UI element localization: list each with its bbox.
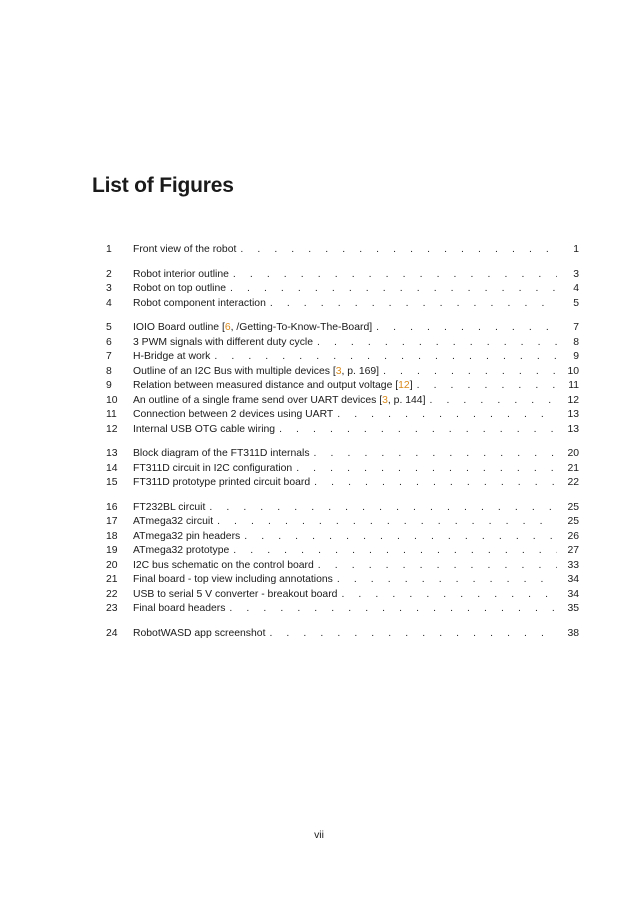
figure-group [106,321,579,437]
figure-title[interactable] [133,515,217,530]
dot-leader [244,530,557,545]
figure-entry-body [133,379,579,394]
figure-caption: 3 PWM signals with different duty cycle [133,336,313,348]
figure-entry-body [133,588,579,603]
figure-number: 21 [106,574,118,585]
figure-caption: Robot component interaction [133,297,266,309]
figure-page-number[interactable]: 8 [573,336,579,348]
figure-title[interactable] [133,530,244,545]
figure-number: 17 [106,516,118,527]
figure-page-number[interactable]: 1 [573,244,579,255]
figure-caption: Block diagram of the FT311D internals [133,448,310,459]
figure-entry[interactable] [106,394,579,409]
figure-entry[interactable] [106,476,579,491]
figure-title[interactable] [133,297,270,312]
figure-caption: FT311D circuit in I2C configuration [133,462,293,474]
figure-entry[interactable] [106,336,579,351]
figure-entry-body [133,476,579,491]
figure-entry[interactable] [106,501,579,516]
figure-page-number[interactable]: 4 [573,283,579,294]
figure-entry-body [133,559,579,574]
figure-entry-body [133,515,579,530]
figure-page-number[interactable]: 25 [567,516,579,527]
figure-caption: ATmega32 prototype [133,545,230,556]
figure-title[interactable] [133,321,376,336]
dot-leader [240,243,557,258]
figure-caption: USB to serial 5 V converter - breakout board [133,588,338,600]
figure-page-number[interactable]: 21 [567,462,579,474]
figure-number: 18 [106,530,118,542]
figure-number: 8 [106,365,112,377]
dot-leader [341,588,557,603]
figure-number: 3 [106,283,112,294]
page-number: vii [314,830,324,841]
figure-title[interactable] [133,588,341,603]
figure-number: 10 [106,394,118,406]
citation-link[interactable]: 3 [382,394,388,406]
figure-group [106,627,579,642]
figure-entry-body [133,602,579,617]
figure-entry-body [133,501,579,516]
figure-entry[interactable] [106,408,579,423]
figure-page-number[interactable]: 34 [567,574,579,585]
figure-number: 20 [106,559,118,571]
figure-page-number[interactable]: 13 [567,423,579,435]
dot-leader [230,282,557,297]
dot-leader [217,515,557,530]
figure-entry[interactable] [106,365,579,380]
figure-page-number[interactable]: 5 [573,297,579,309]
figure-page-number[interactable]: 13 [567,409,579,420]
figure-title[interactable] [133,379,417,394]
figure-page-number[interactable]: 35 [567,603,579,614]
citation-detail: , p. 144] [387,394,426,406]
figure-number: 23 [106,603,118,614]
figure-entry-body [133,365,579,380]
dot-leader [318,559,557,574]
figure-number: 19 [106,545,118,556]
figure-number: 5 [106,322,112,333]
dot-leader [314,447,557,462]
figure-entry[interactable] [106,627,579,642]
figure-entry[interactable] [106,243,579,258]
figure-number: 2 [106,268,112,280]
figure-entry-body [133,544,579,559]
figure-entry-body [133,423,579,438]
figure-title[interactable] [133,627,269,642]
figure-title[interactable] [133,501,209,516]
dot-leader [429,394,557,409]
figure-number: 7 [106,351,112,362]
citation-detail: , /Getting-To-Know-The-Board] [230,322,373,333]
figure-number: 22 [106,588,118,600]
figure-caption: Final board - top view including annotations [133,574,333,585]
figure-entry[interactable] [106,447,579,462]
figure-entry[interactable] [106,573,579,588]
figure-entry-body [133,336,579,351]
figure-title[interactable] [133,573,337,588]
figure-caption: Connection between 2 devices using UART [133,409,334,420]
figure-group [106,447,579,491]
figure-entry-body [133,408,579,423]
figure-entry-body [133,530,579,545]
figure-title[interactable] [133,476,314,491]
figure-entry-body [133,297,579,312]
figure-title[interactable] [133,336,317,351]
figure-title[interactable] [133,350,214,365]
dot-leader [233,268,557,283]
figure-page-number[interactable]: 34 [567,588,579,600]
figure-entry[interactable] [106,544,579,559]
figure-entry-body [133,627,579,642]
figure-entry[interactable] [106,268,579,283]
figure-caption: An outline of a single frame send over UART devices [ [133,394,383,406]
figure-title[interactable] [133,268,233,283]
figure-entry[interactable] [106,515,579,530]
figure-page-number[interactable]: 3 [573,268,579,280]
figure-group [106,243,579,258]
figure-caption: IOIO Board outline [ [133,322,225,333]
figure-entry[interactable] [106,321,579,336]
figure-caption: FT232BL circuit [133,501,206,513]
figure-number: 15 [106,477,118,488]
dot-leader [214,350,557,365]
figure-entry[interactable] [106,588,579,603]
figure-group [106,501,579,617]
dot-leader [383,365,557,380]
figure-page-number[interactable]: 20 [567,448,579,459]
figure-entry[interactable] [106,379,579,394]
figure-entry-body [133,573,579,588]
figure-title[interactable] [133,408,337,423]
figure-title[interactable] [133,394,429,409]
figure-title[interactable] [133,243,240,258]
dot-leader [417,379,557,394]
figure-number: 13 [106,448,118,459]
figure-page-number[interactable]: 33 [567,559,579,571]
list-of-figures [106,243,579,651]
citation-link[interactable]: 3 [335,365,342,377]
figure-caption: Relation between measured distance and output voltage [ [133,380,399,391]
figure-number: 1 [106,244,112,255]
figure-title[interactable] [133,365,383,380]
page-title: List of Figures [92,174,234,197]
figure-number: 14 [106,462,118,474]
figure-caption: RobotWASD app screenshot [133,627,266,639]
dot-leader [233,544,557,559]
dot-leader [296,462,557,477]
dot-leader [317,336,557,351]
figure-caption: ATmega32 circuit [133,516,214,527]
figure-group [106,268,579,312]
figure-entry-body [133,268,579,283]
figure-page-number[interactable]: 26 [567,530,579,542]
figure-entry[interactable] [106,462,579,477]
figure-title[interactable] [133,462,296,477]
figure-number: 16 [106,501,118,513]
figure-entry-body [133,282,579,297]
dot-leader [269,627,557,642]
figure-title[interactable] [133,602,229,617]
figure-title[interactable] [133,282,230,297]
figure-page-number[interactable]: 7 [573,322,579,333]
figure-entry-body [133,447,579,462]
figure-number: 4 [106,297,112,309]
figure-entry[interactable] [106,282,579,297]
figure-entry[interactable] [106,559,579,574]
dot-leader [337,408,557,423]
figure-caption: Robot interior outline [133,268,229,280]
figure-number: 11 [106,409,117,420]
figure-caption: FT311D prototype printed circuit board [133,477,311,488]
figure-title[interactable] [133,423,279,438]
figure-entry[interactable] [106,297,579,312]
figure-number: 6 [106,336,112,348]
citation-detail: ] [409,380,413,391]
dot-leader [314,476,557,491]
figure-entry-body [133,243,579,258]
figure-entry[interactable] [106,530,579,545]
figure-entry-body [133,321,579,336]
figure-page-number[interactable]: 11 [568,380,579,391]
figure-entry-body [133,350,579,365]
figure-title[interactable] [133,447,314,462]
figure-page-number[interactable]: 22 [567,477,579,488]
dot-leader [229,602,557,617]
dot-leader [337,573,557,588]
figure-caption: Final board headers [133,603,226,614]
dot-leader [376,321,557,336]
figure-page-number[interactable]: 12 [567,394,579,406]
figure-title[interactable] [133,559,318,574]
figure-entry[interactable] [106,423,579,438]
citation-detail: , p. 169] [341,365,380,377]
figure-caption: Outline of an I2C Bus with multiple devices [ [133,365,336,377]
figure-caption: Front view of the robot [133,244,237,255]
figure-number: 24 [106,627,118,639]
figure-entry[interactable] [106,350,579,365]
figure-title[interactable] [133,544,233,559]
figure-page-number[interactable]: 27 [567,545,579,556]
figure-caption: H-Bridge at work [133,351,211,362]
figure-caption: Robot on top outline [133,283,227,294]
figure-number: 12 [106,423,118,435]
dot-leader [270,297,557,312]
figure-number: 9 [106,380,112,391]
citation-link[interactable]: 12 [398,380,410,391]
figure-caption: I2C bus schematic on the control board [133,559,314,571]
figure-entry-body [133,394,579,409]
dot-leader [209,501,557,516]
figure-page-number[interactable]: 38 [567,627,579,639]
figure-page-number[interactable]: 9 [573,351,579,362]
figure-caption: Internal USB OTG cable wiring [133,423,276,435]
citation-link[interactable]: 6 [224,322,231,333]
figure-page-number[interactable]: 10 [567,365,579,377]
figure-entry[interactable] [106,602,579,617]
figure-page-number[interactable]: 25 [567,501,579,513]
figure-entry-body [133,462,579,477]
figure-caption: ATmega32 pin headers [133,530,241,542]
dot-leader [279,423,557,438]
